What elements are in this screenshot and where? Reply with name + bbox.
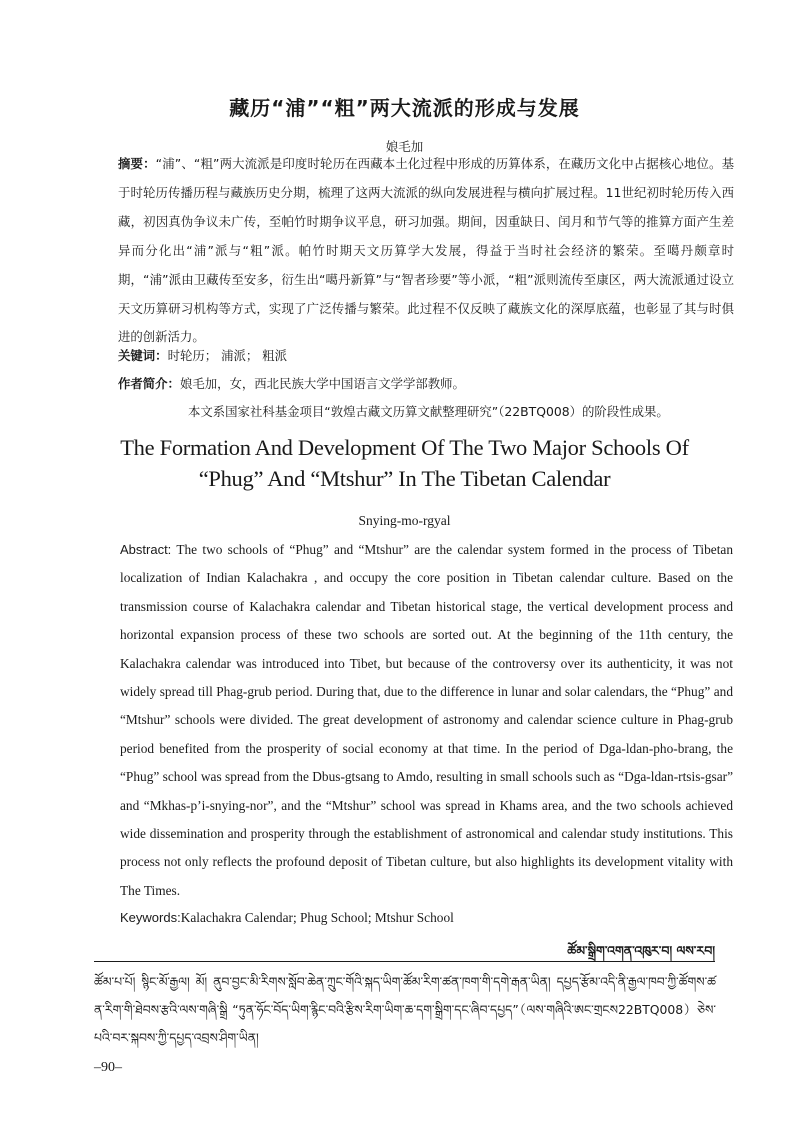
english-abstract xyxy=(120,536,733,905)
divider-rule xyxy=(94,961,715,962)
english-abstract-text: The two schools of “Phug” and “Mtshur” are the calendar system formed in the process of Tibetan localization of Indian Kalachakra , and occupy the core position in Tibetan calendar culture. Based on the transmission course of Kalachakra calendar and Tibetan historical stage, the vertical development process and horizontal expansion process of these two schools are sorted out. At the beginning of the 11th century, the Kalachakra calendar was introduced into Tibet, but because of the controversy over its authenticity, it was not widely spread till Phag-grub period. During that, due to the difference in lunar and solar calendars, the “Phug” and “Mtshur” schools were divided. The great development of astronomy and calendar science culture in Phag-grub period benefited from the prosperity of social economy at that time. In the period of Dga-ldan-pho-brang, the “Phug” school was spread from the Dbus-gtsang to Amdo, resulting in small schools such as “Dga-ldan-rtsis-gsar” and “Mkhas-p’i-snying-nor”, and the “Mtshur” school was spread in Khams area, and the two schools achieved wide dissemination and prosperity through the establishment of astronomical and calendar study institutions. This process not only reflects the profound deposit of Tibetan culture, but also highlights its development vitality with The Times. xyxy=(120,542,733,898)
chinese-author-bio xyxy=(118,374,465,392)
english-title-line2: “Phug” And “Mtshur” In The Tibetan Calendar xyxy=(198,466,611,491)
chinese-author: 娘毛加 xyxy=(385,139,424,154)
chinese-funding-note: 本文系国家社科基金项目“敦煌古藏文历算文献整理研究”（22BTQ008）的阶段性成果。 xyxy=(188,404,669,419)
tibetan-editor-line: ཚོམ་སྒྲིག་འགན་འཁུར་བ། ལས་རབ། xyxy=(567,943,715,958)
english-keywords-text: Kalachakra Calendar; Phug School; Mtshur School xyxy=(180,910,454,925)
page-number: –90– xyxy=(94,1060,122,1075)
english-author: Snying-mo-rgyal xyxy=(358,513,451,528)
chinese-keywords-label: 关键词： xyxy=(118,348,168,363)
english-keywords-label: Keywords: xyxy=(120,910,181,925)
chinese-bio-label: 作者简介： xyxy=(118,376,180,391)
english-title xyxy=(0,432,809,494)
chinese-abstract-text: “浦”、“粗”两大流派是印度时轮历在西藏本土化过程中形成的历算体系，在藏历文化中占据核心地位。基于时轮历传播历程与藏族历史分期，梳理了这两大流派的纵向发展进程与横向扩展过程。11世纪初时轮历传入西藏，初因真伪争议未广传，至帕竹时期争议平息，研习加强。期间，因重缺日、闰月和节气等的推算方面产生差异而分化出“浦”派与“粗”派。帕竹时期天文历算学大发展，得益于当时社会经济的繁荣。至噶丹颇章时期，“浦”派由卫藏传至安多，衍生出“噶丹新算”与“智者珍要”等小派，“粗”派则流传至康区，两大流派通过设立天文历算研习机构等方式，实现了广泛传播与繁荣。此过程不仅反映了藏族文化的深厚底蕴，也彰显了其与时俱进的创新活力。 xyxy=(118,156,734,345)
english-keywords xyxy=(120,910,454,926)
english-title-line1: The Formation And Development Of The Two Major Schools Of xyxy=(120,435,689,460)
chinese-title: 藏历“浦”“粗”两大流派的形成与发展 xyxy=(229,96,580,120)
chinese-abstract xyxy=(118,150,734,352)
chinese-bio-text: 娘毛加，女，西北民族大学中国语言文学学部教师。 xyxy=(179,376,465,391)
chinese-keywords xyxy=(118,346,287,364)
tibetan-author-note: ཚོམ་པ་པོ། སྙིང་མོ་རྒྱལ། མོ། ནུབ་བྱང་མི་རིགས་སློབ་ཆེན་ཀྲུང་གོའི་སྐད་ཡིག་ཚོམ་རིག་ཚན་ཁག་གི་དགེ་རྒན་ཡིན། དཔྱད་རྩོམ་འདི་ནི་རྒྱལ་ཁབ་ཀྱི་ཚོགས་ཚན་རིག་གི་ཐེབས་རྩའི་ལས་གཞི་སྒྲི “ཏུན་ཧོང་བོད་ཡིག་རྙིང་བའི་རྩིས་རིག་ཡིག་ཆ་དག་སྒྲིག་དང་ཞིབ་དཔྱད”（ལས་གཞིའི་ཨང་གྲངས22BTQ008）ཅེས་པའི་བར་སྐབས་ཀྱི་དཔྱད་འབྲས་ཤིག་ཡིན། xyxy=(94,974,716,1045)
english-abstract-label: Abstract: xyxy=(120,542,172,557)
chinese-keywords-text: 时轮历； 浦派； 粗派 xyxy=(167,348,287,363)
chinese-abstract-label: 摘要： xyxy=(118,156,156,171)
